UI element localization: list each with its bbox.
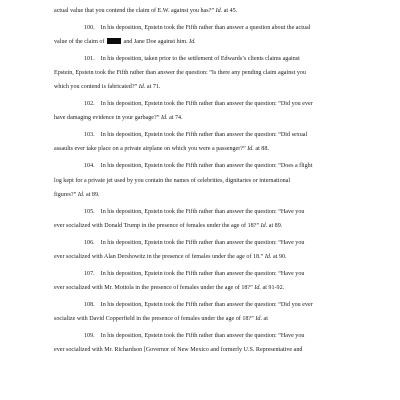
paragraph-number: 105. bbox=[84, 208, 95, 215]
paragraph-number: 109. bbox=[84, 332, 95, 339]
redaction-block bbox=[107, 38, 121, 45]
paragraph-number: 108. bbox=[84, 301, 95, 308]
continuation-line: actual value that you contend the claim of E.W. against you has?” Id. at 45. bbox=[54, 8, 238, 14]
paragraph-number: 102. bbox=[84, 101, 95, 108]
paragraph-109: 109. In his deposition, Epstein took the Fifth rather than answer the question: “Have you ever socialized with Mr. Richardson [Governor of New Mexico and formerly U.S. Representative and bbox=[54, 332, 305, 354]
paragraph-number: 100. bbox=[84, 25, 95, 32]
paragraph-106: 106. In his deposition, Epstein took the Fifth rather than answer the question: “Have you ever socialized with Alan Dershowitz in the presence of females under the age of 18.” Id. at 90. bbox=[54, 239, 305, 260]
paragraph-number: 103. bbox=[84, 132, 95, 139]
paragraph-103: 103. In his deposition, Epstein took the Fifth rather than answer the question: “Did sexual assaults ever take place on a private airplane on which you were a passenger?” Id. at 88. bbox=[54, 132, 308, 153]
paragraph-102: 102. In his deposition, Epstein took the Fifth rather than answer the question: “Did you ever have damaging evidence in your garbage?” Id. at 74. bbox=[54, 101, 313, 122]
paragraph-104: 104. In his deposition, Epstein took the Fifth rather than answer the question: “Does a flight log kept for a private jet used by you contain the names of celebrities, dignitaries or international figures?” Id. at 89. bbox=[54, 163, 313, 198]
paragraph-100: 100. In his deposition, Epstein took the Fifth rather than answer a question about the actual value of the claim of and Jane Doe against him. Id. bbox=[54, 25, 311, 46]
paragraph-number: 101. bbox=[84, 56, 95, 63]
paragraph-108: 108. In his deposition, Epstein took the Fifth rather than answer the question: “Did you ever socialize with David Copperfield in the presence of females under the age of 18?” Id. at bbox=[54, 301, 313, 322]
paragraph-101: 101. In his deposition, taken prior to the settlement of Edwards’s clients claims against Epstein, Epstein took the Fifth rather than answer the question: “Is there any pending claim against you which you contend is fabricated?” Id. at 71. bbox=[54, 56, 306, 91]
paragraph-107: 107. In his deposition, Epstein took the Fifth rather than answer the question: “Have you ever socialized with Mr. Mottola in the presence of females under the age of 18?” Id. at 91-92. bbox=[54, 270, 305, 291]
paragraph-105: 105. In his deposition, Epstein took the Fifth rather than answer the question: “Have you ever socialized with Donald Trump in the presence of females under the age of 18?” Id. at 89. bbox=[54, 208, 305, 229]
paragraph-number: 104. bbox=[84, 163, 95, 170]
paragraph-number: 107. bbox=[84, 270, 95, 277]
paragraph-number: 106. bbox=[84, 239, 95, 246]
